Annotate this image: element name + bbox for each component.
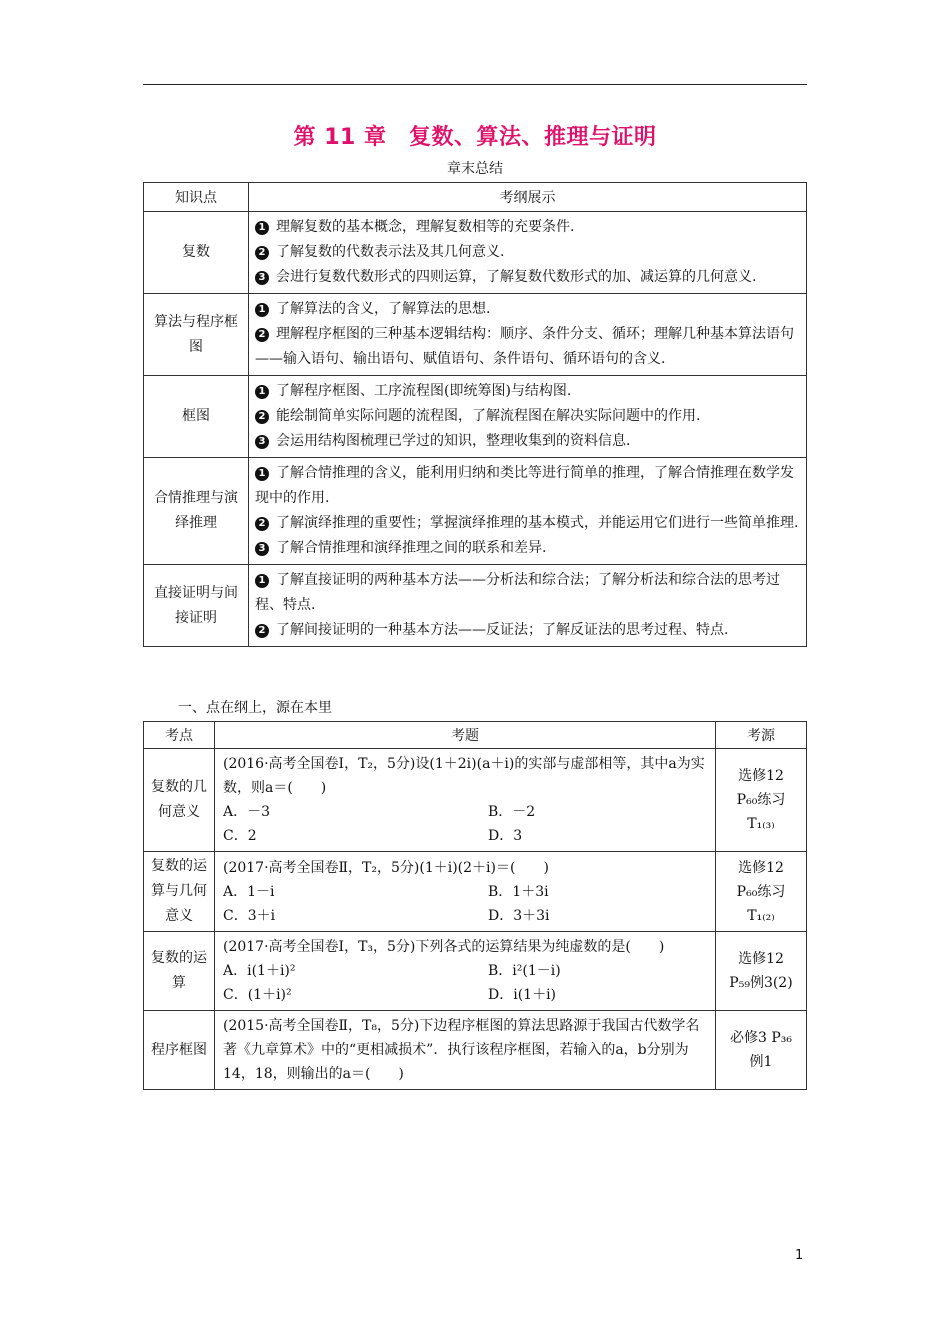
requirement-text: 理解程序框图的三种基本逻辑结构：顺序、条件分支、循环；理解几种基本算法语句——输入语句、输出语句、赋值语句、条件语句、循环语句的含义. xyxy=(255,326,794,367)
syllabus-requirements xyxy=(249,294,807,376)
answer-option: A．－3 xyxy=(223,804,271,820)
syllabus-requirements xyxy=(249,458,807,565)
answer-option: A．1－i xyxy=(223,883,275,900)
source-line: P₆₀练习 xyxy=(736,792,786,808)
number-bullet-icon: 2 xyxy=(255,246,269,260)
question-text: (2017·高考全国卷Ⅰ，T₃，5分)下列各式的运算结果为纯虚数的是( ) xyxy=(223,939,665,955)
number-bullet-icon: 2 xyxy=(255,410,269,424)
exam-row xyxy=(144,1011,807,1090)
requirement-text: 了解复数的代数表示法及其几何意义. xyxy=(276,244,505,260)
chapter-title: 第 11 章 复数、算法、推理与证明 xyxy=(293,125,657,150)
syllabus-table xyxy=(143,182,807,647)
requirement-item xyxy=(255,618,800,643)
header-knowledge-point: 知识点 xyxy=(144,183,249,212)
source-line: 例1 xyxy=(749,1054,773,1070)
requirement-item xyxy=(255,404,800,429)
exam-row xyxy=(144,749,807,852)
exam-point: 复数的运算与几何意义 xyxy=(144,852,215,932)
source-line: 选修12 xyxy=(738,951,784,967)
exam-header-row xyxy=(144,722,807,749)
exam-point: 复数的几何意义 xyxy=(144,749,215,852)
exam-question xyxy=(215,749,716,852)
knowledge-point: 合情推理与演绎推理 xyxy=(144,458,249,565)
answer-option: C．(1＋i)² xyxy=(223,987,292,1003)
answer-option: C．3＋i xyxy=(223,907,276,924)
number-bullet-icon: 2 xyxy=(255,517,269,531)
requirement-text: 理解复数的基本概念，理解复数相等的充要条件. xyxy=(276,219,575,235)
source-line: T₁₍₂₎ xyxy=(747,907,775,924)
syllabus-requirements xyxy=(249,565,807,647)
requirement-text: 了解合情推理和演绎推理之间的联系和差异. xyxy=(276,540,547,556)
answer-option: D．i(1＋i) xyxy=(488,987,557,1003)
number-bullet-icon: 3 xyxy=(255,435,269,449)
requirement-text: 能绘制简单实际问题的流程图，了解流程图在解决实际问题中的作用. xyxy=(276,408,701,424)
syllabus-requirements xyxy=(249,212,807,294)
question-text: (2017·高考全国卷Ⅱ，T₂，5分)(1＋i)(2＋i)＝( ) xyxy=(223,859,549,876)
answer-option: C．2 xyxy=(223,828,257,844)
answer-option: B．－2 xyxy=(488,804,536,820)
syllabus-row xyxy=(144,212,807,294)
number-bullet-icon: 1 xyxy=(255,385,269,399)
source-line: 选修12 xyxy=(738,768,784,784)
answer-option: B．1＋3i xyxy=(488,883,549,900)
number-bullet-icon: 2 xyxy=(255,328,269,342)
requirement-text: 会运用结构图梳理已学过的知识，整理收集到的资料信息. xyxy=(276,433,631,449)
answer-option: B．i²(1－i) xyxy=(488,963,561,979)
number-bullet-icon: 1 xyxy=(255,221,269,235)
exam-source xyxy=(716,1011,807,1090)
page-number: 1 xyxy=(795,1248,804,1263)
exam-source xyxy=(716,749,807,852)
requirement-text: 了解间接证明的一种基本方法——反证法；了解反证法的思考过程、特点. xyxy=(276,622,729,638)
requirement-text: 了解算法的含义，了解算法的思想. xyxy=(276,301,491,317)
question-text: (2016·高考全国卷Ⅰ，T₂，5分)设(1＋2i)(a＋i)的实部与虚部相等，其中a为实数，则a＝( ) xyxy=(223,756,705,796)
requirement-item xyxy=(255,536,800,561)
source-line: 选修12 xyxy=(738,859,784,876)
requirement-item xyxy=(255,568,800,618)
exam-source xyxy=(716,932,807,1011)
chapter-subtitle: 章末总结 xyxy=(447,161,503,177)
section-heading: 一、点在纲上，源在本里 xyxy=(178,700,332,716)
number-bullet-icon: 1 xyxy=(255,467,269,481)
answer-options xyxy=(223,800,707,848)
source-line: P₆₀练习 xyxy=(736,883,786,900)
answer-option: D．3＋3i xyxy=(488,907,550,924)
header-syllabus: 考纲展示 xyxy=(249,183,807,212)
requirement-item xyxy=(255,379,800,404)
source-line: 必修3 P₃₆ xyxy=(729,1030,792,1046)
requirement-item xyxy=(255,322,800,372)
source-line: P₅₉例3(2) xyxy=(729,975,793,991)
header-exam-point: 考点 xyxy=(144,722,215,749)
syllabus-header-row xyxy=(144,183,807,212)
requirement-text: 了解合情推理的含义，能利用归纳和类比等进行简单的推理，了解合情推理在数学发现中的作用. xyxy=(255,465,794,506)
syllabus-row xyxy=(144,458,807,565)
syllabus-requirements xyxy=(249,376,807,458)
requirement-text: 了解直接证明的两种基本方法——分析法和综合法；了解分析法和综合法的思考过程、特点. xyxy=(255,572,780,613)
knowledge-point: 框图 xyxy=(144,376,249,458)
number-bullet-icon: 1 xyxy=(255,574,269,588)
syllabus-row xyxy=(144,294,807,376)
header-exam-source: 考源 xyxy=(716,722,807,749)
answer-option: D．3 xyxy=(488,828,523,844)
requirement-text: 了解程序框图、工序流程图(即统筹图)与结构图. xyxy=(276,383,572,399)
requirement-text: 了解演绎推理的重要性；掌握演绎推理的基本模式，并能运用它们进行一些简单推理. xyxy=(276,515,799,531)
knowledge-point: 直接证明与间接证明 xyxy=(144,565,249,647)
exam-point: 复数的运算 xyxy=(144,932,215,1011)
header-rule xyxy=(143,84,807,85)
requirement-item xyxy=(255,429,800,454)
requirement-item xyxy=(255,265,800,290)
knowledge-point: 算法与程序框图 xyxy=(144,294,249,376)
question-text: (2015·高考全国卷Ⅱ，T₈，5分)下边程序框图的算法思路源于我国古代数学名著《九章算术》中的“更相减损术”．执行该程序框图，若输入的a，b分别为14，18，则输出的a＝( ) xyxy=(223,1018,700,1082)
exam-question xyxy=(215,1011,716,1090)
syllabus-row xyxy=(144,376,807,458)
requirement-item xyxy=(255,511,800,536)
exam-question xyxy=(215,932,716,1011)
exam-source xyxy=(716,852,807,932)
requirement-item xyxy=(255,215,800,240)
answer-options xyxy=(223,959,707,1007)
source-line: T₁₍₃₎ xyxy=(747,816,775,832)
syllabus-row xyxy=(144,565,807,647)
requirement-item xyxy=(255,240,800,265)
exam-table xyxy=(143,721,807,1090)
answer-option: A．i(1＋i)² xyxy=(223,963,296,979)
answer-options xyxy=(223,880,707,928)
number-bullet-icon: 2 xyxy=(255,624,269,638)
number-bullet-icon: 1 xyxy=(255,303,269,317)
exam-row xyxy=(144,852,807,932)
knowledge-point: 复数 xyxy=(144,212,249,294)
exam-question xyxy=(215,852,716,932)
requirement-item xyxy=(255,461,800,511)
number-bullet-icon: 3 xyxy=(255,542,269,556)
requirement-text: 会进行复数代数形式的四则运算，了解复数代数形式的加、减运算的几何意义. xyxy=(276,269,757,285)
number-bullet-icon: 3 xyxy=(255,271,269,285)
header-exam-question: 考题 xyxy=(215,722,716,749)
exam-point: 程序框图 xyxy=(144,1011,215,1090)
requirement-item xyxy=(255,297,800,322)
exam-row xyxy=(144,932,807,1011)
